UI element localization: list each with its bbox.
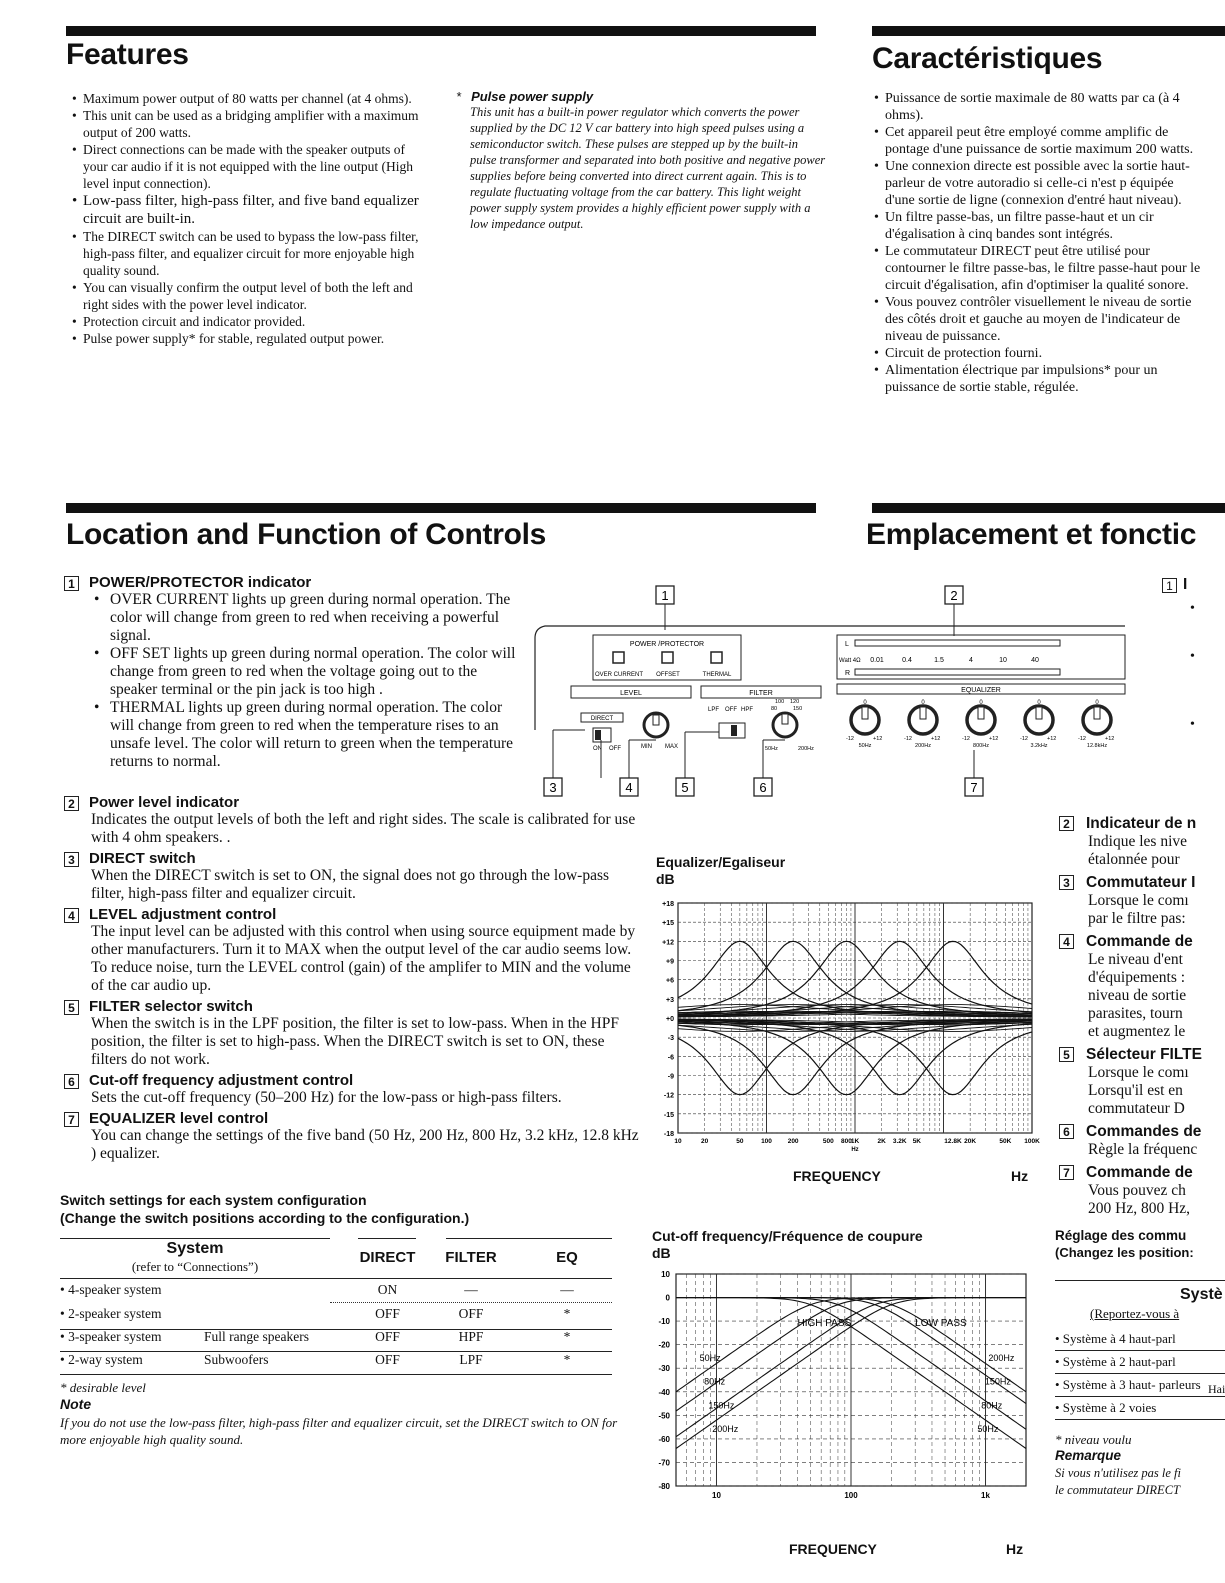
bullet: • THERMAL lights up green during normal operation. The color will change from green to red when the temperature rises to an unsafe level. The color will return to green when the temperature returns to normal.	[90, 699, 524, 771]
control-title: LEVEL adjustment control	[89, 906, 277, 923]
fr-control-item	[1059, 1123, 1225, 1159]
eq-band-label: 200Hz	[915, 743, 931, 749]
item-number: 2	[1059, 816, 1074, 831]
offset-label: OFFSET	[656, 672, 680, 678]
eq-zero-label: 0	[863, 700, 867, 706]
eq-knob-pointer	[978, 707, 984, 719]
feature-item: • You can visually confirm the output level of both the left and right sides with the power level indicator.	[70, 279, 430, 313]
table-row	[60, 1282, 612, 1304]
fr-control-line: Vous pouvez ch	[1088, 1182, 1186, 1199]
eq-x-tick: 3.2K	[892, 1138, 907, 1145]
item-number: 4	[1059, 934, 1074, 949]
item1-bullets	[90, 591, 524, 771]
svg-text:2: 2	[950, 588, 958, 603]
eq-x-tick: 500	[822, 1138, 834, 1145]
fr-control-line: Règle la fréquenc	[1088, 1141, 1198, 1158]
eq-y-tick: +0	[666, 1016, 674, 1023]
item-number: 5	[64, 1000, 79, 1015]
caracteristique-item: • Alimentation électrique par impulsions* pour un puissance de sortie stable, régulée.	[872, 362, 1202, 396]
bullet: • OFF SET lights up green during normal operation. The color will change from green to red when the voltage going out to the speaker terminal or the pin jack is too high .	[90, 645, 524, 699]
direct-label: DIRECT	[590, 716, 614, 722]
control-body: The input level can be adjusted with this control when using source equipment made by other manufacturers. Turn it to MAX when the output level of the car audio seems low. To reduce noise, turn the LEVEL control (gain) of the amplifer to MIN and the volume of the car audio up.	[91, 923, 636, 994]
callout-7	[965, 778, 983, 796]
fr-note-line-2: le commutateur DIRECT	[1055, 1483, 1180, 1497]
eq-y-tick: +15	[662, 920, 674, 928]
eq-x-tick: 2K	[877, 1138, 886, 1145]
table-row	[60, 1306, 612, 1328]
eq-knob-pointer	[1094, 707, 1100, 719]
feature-item: • Protection circuit and indicator provided.	[70, 313, 430, 330]
hp-cutoff-label: 150Hz	[708, 1400, 735, 1411]
eq-band-label: 50Hz	[858, 743, 872, 749]
power-protector-label: POWER /PROTECTOR	[629, 641, 705, 648]
pulse-power-box	[456, 89, 826, 232]
on-label: ON	[593, 746, 602, 752]
cutoff-knob[interactable]	[773, 713, 797, 737]
svg-text:40: 40	[1031, 657, 1039, 664]
fr-note-title: Remarque	[1055, 1448, 1122, 1463]
control-body: When the switch is in the LPF position, the filter is set to low-pass. When in the HPF position, the filter is set to high-pass. When the DIRECT switch is set to ON, these filters do not work.	[91, 1015, 619, 1068]
controls-title: Location and Function of Controls	[66, 518, 547, 551]
cut-y-tick: -80	[658, 1482, 670, 1491]
fr-control-line: et augmentez le	[1088, 1023, 1186, 1040]
fr-control-title: Sélecteur FILTE	[1086, 1046, 1202, 1063]
cut-y-tick: -10	[658, 1317, 670, 1327]
eq-x-tick: 12.8K	[944, 1138, 962, 1145]
control-title: POWER/PROTECTOR indicator	[89, 574, 312, 591]
thermal-label: THERMAL	[702, 672, 732, 678]
callout-5	[676, 778, 694, 796]
cut-x-tick: 10	[712, 1491, 721, 1500]
control-panel-diagram	[525, 580, 1145, 800]
fr-sys-row: • Système à 3 haut- parleurs	[1055, 1374, 1225, 1397]
svg-text:7: 7	[970, 780, 978, 795]
eq-xlabel: FREQUENCY	[793, 1168, 881, 1184]
watt-scale	[870, 657, 1039, 664]
eq-y-tick: +3	[666, 996, 674, 1004]
cut-y-tick: -30	[658, 1364, 670, 1374]
fr-sys-row: • Système à 4 haut-parl	[1055, 1328, 1225, 1351]
fr-control-line: 200 Hz, 800 Hz,	[1088, 1200, 1191, 1217]
eq-x-tick: 100K	[1024, 1138, 1040, 1145]
fr-control-item	[1059, 815, 1225, 869]
fr-sys-row: • Système à 2 voies	[1055, 1397, 1225, 1420]
eq-plus-label: +12	[989, 736, 999, 742]
fr-control-heading	[1059, 874, 1225, 892]
thermal-led	[711, 652, 722, 663]
fr-bullet-dots: • • •	[1190, 601, 1195, 732]
meter-left-label: L	[845, 641, 849, 648]
fr-control-title: Commutateur I	[1086, 874, 1196, 891]
svg-text:0.4: 0.4	[902, 657, 912, 664]
feature-item: • Direct connections can be made with the speaker outputs of your car audio if it is not equipped with the line output (High level input connection).	[70, 141, 430, 192]
svg-text:4: 4	[625, 780, 633, 795]
cut-chart-unit: dB	[652, 1245, 671, 1261]
fr-control-title: Commandes de	[1086, 1123, 1202, 1140]
cut-y-tick: -70	[658, 1458, 670, 1468]
control-item-6	[64, 1072, 639, 1107]
fr-control-line: Indique les nive	[1088, 833, 1188, 850]
features-rule	[66, 26, 816, 36]
cell-filter: HPF	[458, 1329, 484, 1344]
callout-3	[544, 778, 562, 796]
svg-text:150: 150	[793, 706, 803, 712]
cell-direct: OFF	[375, 1352, 400, 1367]
svg-text:0.01: 0.01	[870, 657, 884, 664]
th-system: System	[166, 1240, 224, 1257]
level-label: LEVEL	[620, 690, 642, 697]
controls-rule	[66, 503, 816, 513]
th-eq: EQ	[556, 1249, 578, 1266]
eq-plus-label: +12	[873, 736, 883, 742]
fr-control-heading	[1059, 1164, 1225, 1182]
fr-control-heading	[1059, 1123, 1225, 1141]
eq-x-tick: 200	[787, 1138, 799, 1145]
control-title: Cut-off frequency adjustment control	[89, 1072, 354, 1089]
min-label: MIN	[641, 744, 652, 750]
fr-control-heading	[1059, 1046, 1225, 1064]
eq-x-tick: 10	[674, 1138, 682, 1145]
eq-knob-pointer	[862, 707, 868, 719]
fr-table-top-rule	[1055, 1280, 1225, 1281]
eq-zero-label: 0	[1095, 700, 1099, 706]
cell-direct: OFF	[375, 1329, 400, 1344]
eq-minus-label: -12	[1020, 736, 1028, 742]
caracteristique-item: • Cet appareil peut être employé comme amplific de pontage d'une puissance de sortie maximum 200 watts.	[872, 124, 1202, 158]
feature-item: • Maximum power output of 80 watts per channel (at 4 ohms).	[70, 90, 430, 107]
eq-x-tick: 1K	[850, 1138, 860, 1145]
cut-y-tick: -50	[658, 1411, 670, 1421]
high-pass-label: HIGH PASS	[797, 1317, 852, 1329]
eq-x-tick: 100	[761, 1138, 772, 1145]
cut-xlabel: FREQUENCY	[789, 1541, 877, 1557]
eq-plus-label: +12	[1105, 736, 1115, 742]
fr-controls-list	[1059, 815, 1225, 1223]
caracteristique-item: • Circuit de protection fourni.	[872, 345, 1202, 362]
item-number: 5	[1059, 1047, 1074, 1062]
hpf-label: HPF	[741, 707, 753, 713]
off-label: OFF	[609, 746, 621, 752]
item-number: 4	[64, 908, 79, 923]
svg-text:1.5: 1.5	[934, 657, 944, 664]
eq-xunit: Hz	[1011, 1168, 1029, 1184]
control-body: You can change the settings of the five band (50 Hz, 200 Hz, 800 Hz, 3.2 kHz, 12.8 kHz ) equalizer.	[91, 1127, 639, 1162]
fr-sys-sub: (Reportez-vous à	[1090, 1306, 1180, 1321]
filter-label: FILTER	[749, 690, 773, 697]
cell-eq: *	[563, 1329, 571, 1344]
eq-x-tick: 5K	[912, 1138, 922, 1145]
svg-text:200Hz: 200Hz	[798, 746, 814, 752]
cell-filter: —	[464, 1282, 478, 1297]
eq-y-tick: +9	[666, 958, 674, 966]
item-number: 3	[1059, 875, 1074, 890]
switch-settings-subtitle: (Change the switch positions according to the configuration.)	[60, 1210, 470, 1226]
svg-text:5: 5	[681, 780, 689, 795]
control-title: DIRECT switch	[89, 850, 196, 867]
eq-chart-unit: dB	[656, 871, 675, 887]
caracteristiques-list	[872, 90, 1202, 396]
cutoff-chart	[648, 1264, 1038, 1504]
fr-control-line: Lorsque le comı	[1088, 1064, 1189, 1081]
eq-knob-pointer	[920, 707, 926, 719]
feature-item: • Low-pass filter, high-pass filter, and five band equalizer circuit are built-in.	[70, 192, 430, 228]
eq-minus-label: -12	[1078, 736, 1086, 742]
cut-y-tick: -60	[658, 1434, 670, 1444]
hp-cutoff-label: 80Hz	[704, 1376, 726, 1387]
item-number: 2	[64, 796, 79, 811]
fr-control-item	[1059, 1046, 1225, 1118]
max-label: MAX	[665, 744, 679, 750]
features-list	[70, 90, 430, 347]
eq-y-tick: -9	[667, 1073, 674, 1081]
fr-sys-row: • Système à 2 haut-parl	[1055, 1351, 1225, 1374]
meter-right-label: R	[845, 670, 851, 677]
item-number: 6	[64, 1074, 79, 1089]
switch-settings-title: Switch settings for each system configuration	[60, 1192, 367, 1208]
item-number: 7	[1059, 1165, 1074, 1180]
svg-text:120: 120	[790, 699, 800, 705]
fr-item-1	[1162, 576, 1187, 594]
feature-item: • The DIRECT switch can be used to bypass the low-pass filter, high-pass filter, and equalizer circuit for more enjoyable high quality sound.	[70, 228, 430, 279]
lp-cutoff-label: 50Hz	[977, 1423, 999, 1434]
svg-text:80: 80	[771, 706, 778, 712]
eq-chart-title: Equalizer/Egaliseur	[656, 854, 786, 870]
feature-item: • This unit can be used as a bridging amplifier with a maximum output of 200 watts.	[70, 107, 430, 141]
cell-system: • 4-speaker system	[60, 1282, 162, 1297]
cell-eq: *	[563, 1306, 571, 1321]
fr-control-heading	[1059, 815, 1225, 833]
eq-x-sub: Hz	[851, 1147, 859, 1153]
cell-eq: —	[560, 1282, 574, 1297]
eq-y-tick: -18	[663, 1131, 674, 1138]
th-direct: DIRECT	[359, 1249, 416, 1266]
svg-text:50Hz: 50Hz	[765, 746, 778, 752]
eq-zero-label: 0	[921, 700, 925, 706]
fr-control-title: Indicateur de n	[1086, 815, 1197, 832]
fr-control-line: Lorsqu'il est en	[1088, 1082, 1183, 1099]
item-number: 1	[1162, 578, 1177, 593]
cut-xunit: Hz	[1006, 1541, 1024, 1557]
fr-footnote: * niveau voulu	[1055, 1432, 1132, 1447]
cut-x-tick: 100	[844, 1491, 858, 1500]
table-row	[60, 1329, 612, 1351]
features-title: Features	[66, 38, 189, 71]
control-title: Power level indicator	[89, 794, 240, 811]
lp-cutoff-label: 150Hz	[984, 1376, 1011, 1387]
eq-y-tick: +6	[666, 977, 674, 985]
note-text: If you do not use the low-pass filter, high-pass filter and equalizer circuit, set the DIRECT switch to ON for more enjoyable high quality sound.	[60, 1415, 618, 1447]
cell-filter: LPF	[459, 1352, 483, 1367]
pulse-title: Pulse power supply	[471, 89, 594, 104]
lp-cutoff-label: 80Hz	[981, 1400, 1003, 1411]
control-item-2	[64, 794, 639, 847]
cut-y-tick: 0	[665, 1293, 670, 1303]
control-title: EQUALIZER level control	[89, 1110, 269, 1127]
fr-control-title: Commande de	[1086, 1164, 1193, 1181]
svg-text:100: 100	[775, 699, 785, 705]
fr-item-label: I	[1183, 576, 1188, 593]
eq-plus-label: +12	[931, 736, 941, 742]
cut-chart-title: Cut-off frequency/Fréquence de coupure	[652, 1228, 923, 1244]
svg-text:3: 3	[549, 780, 557, 795]
cell-sub: Full range speakers	[204, 1329, 309, 1344]
eq-x-tick: 20	[701, 1138, 709, 1145]
over-current-label: OVER CURRENT	[594, 672, 644, 678]
item-number: 3	[64, 852, 79, 867]
pulse-text: This unit has a built-in power regulator which converts the power supplied by the DC 12 V car battery into high speed pulses using a semiconductor switch. These pulses are stepped up by the built-in pulse transformer and separated into both positive and negative power supplies before being converted into direct current again. This is to regulate fluctuating voltage from the car battery. This light weight power supply system provides a highly efficient power supply with a low impedance output.	[470, 105, 826, 231]
caracteristique-item: • Puissance de sortie maximale de 80 watts par ca (à 4 ohms).	[872, 90, 1202, 124]
control-item-4	[64, 906, 639, 995]
control-item-3	[64, 850, 639, 903]
callout-6	[754, 778, 772, 796]
cut-y-tick: 10	[661, 1270, 670, 1279]
equalizer-label: EQUALIZER	[961, 687, 1001, 694]
fr-switch-title: Réglage des commu	[1055, 1228, 1187, 1243]
fr-control-line: étalonnée pour	[1088, 851, 1180, 868]
fr-sys-header: Systè	[1180, 1286, 1223, 1303]
fr-control-line: niveau de sortie	[1088, 987, 1187, 1004]
eq-x-tick: 800	[840, 1138, 852, 1145]
eq-knobs	[846, 700, 1114, 749]
control-item-7	[64, 1110, 639, 1163]
eq-minus-label: -12	[904, 736, 912, 742]
fr-control-line: d'équipements :	[1088, 969, 1186, 986]
pulse-marker: *	[456, 89, 462, 104]
fr-control-item	[1059, 1164, 1225, 1218]
low-pass-label: LOW PASS	[915, 1317, 967, 1329]
cell-system: • 3-speaker system	[60, 1329, 162, 1344]
cut-y-tick: -40	[658, 1387, 670, 1397]
lpf-label: LPF	[708, 707, 720, 713]
eq-y-tick: -6	[667, 1054, 674, 1062]
hp-cutoff-label: 200Hz	[712, 1423, 739, 1434]
control-title: FILTER selector switch	[89, 998, 253, 1015]
item-number: 7	[64, 1112, 79, 1127]
fr-sys-rows	[1055, 1328, 1225, 1420]
fr-control-line: Le niveau d'ent	[1088, 951, 1183, 968]
cell-direct: OFF	[375, 1306, 400, 1321]
fr-note-line-1: Si vous n'utilisez pas le fi	[1055, 1466, 1181, 1480]
over-current-led	[613, 652, 624, 663]
fr-control-line: Lorsque le comı	[1088, 892, 1189, 909]
eq-minus-label: -12	[846, 736, 854, 742]
fr-control-title: Commande de	[1086, 933, 1193, 950]
equalizer-chart	[650, 895, 1050, 1157]
eq-zero-label: 0	[979, 700, 983, 706]
fr-control-line: commutateur D	[1088, 1100, 1185, 1117]
fr-control-item	[1059, 874, 1225, 928]
filter-off-label: OFF	[725, 707, 737, 713]
control-item-5	[64, 998, 639, 1069]
cell-eq: *	[563, 1352, 571, 1367]
lp-cutoff-label: 200Hz	[988, 1353, 1015, 1364]
table-row	[60, 1352, 612, 1374]
eq-minus-label: -12	[962, 736, 970, 742]
offset-led	[662, 652, 673, 663]
cell-direct: ON	[377, 1282, 398, 1297]
eq-band-label: 3.2kHz	[1030, 743, 1048, 749]
eq-y-tick: +18	[662, 901, 674, 908]
control-body: Sets the cut-off frequency (50–200 Hz) for the low-pass or high-pass filters.	[91, 1089, 562, 1106]
control-items	[64, 794, 639, 1163]
eq-band-label: 12.8kHz	[1086, 743, 1108, 749]
caracteristiques-title: Caractéristiques	[872, 42, 1103, 75]
item-number: 1	[64, 576, 79, 591]
hp-cutoff-label: 50Hz	[699, 1353, 721, 1364]
caracteristique-item: • Une connexion directe est possible avec la sortie haut-parleur de votre autoradio si celle-ci n'est p équipée d'une sortie de ligne (connexion d'entré haut niveau).	[872, 158, 1202, 209]
cut-y-tick: -20	[658, 1340, 670, 1350]
eq-y-tick: -12	[663, 1092, 674, 1100]
fr-control-item	[1059, 933, 1225, 1041]
feature-item: • Pulse power supply* for stable, regulated output power.	[70, 330, 430, 347]
eq-y-tick: -3	[667, 1035, 674, 1043]
cut-x-tick: 1k	[981, 1491, 990, 1500]
bullet: • OVER CURRENT lights up green during normal operation. The color will change from green to red when receiving a powerful signal.	[90, 591, 524, 645]
fr-sys-sub-ha: Hai	[1208, 1382, 1225, 1396]
callout-4	[620, 778, 638, 796]
cell-system: • 2-way system	[60, 1352, 143, 1367]
eq-x-tick: 50K	[999, 1138, 1012, 1145]
cell-system: • 2-speaker system	[60, 1306, 162, 1321]
eq-x-tick: 20K	[964, 1138, 977, 1145]
eq-zero-label: 0	[1037, 700, 1041, 706]
caracteristique-item: • Vous pouvez contrôler visuellement le niveau de sortie des côtés droit et gauche au moyen de l'indicateur de niveau de puissance.	[872, 294, 1202, 345]
eq-y-tick: +12	[662, 939, 674, 947]
control-body: When the DIRECT switch is set to ON, the signal does not go through the low-pass filter, high-pass filter and equalizer circuit.	[91, 867, 610, 902]
callout-1	[656, 586, 674, 604]
eq-y-tick: -15	[663, 1111, 674, 1119]
fr-control-line: parasites, tourn	[1088, 1005, 1183, 1022]
svg-text:1: 1	[661, 588, 669, 603]
controls-fr-rule	[872, 503, 1225, 513]
table-footnote: * desirable level	[60, 1380, 146, 1395]
eq-band-label: 800Hz	[973, 743, 989, 749]
note-title: Note	[60, 1396, 92, 1412]
controls-fr-title: Emplacement et fonctic	[866, 518, 1197, 551]
control-body: Indicates the output levels of both the left and right sides. The scale is calibrated for use with 4 ohm speakers. .	[91, 811, 636, 846]
eq-knob-pointer	[1036, 707, 1042, 719]
caracteristiques-rule	[872, 26, 1225, 36]
cell-filter: OFF	[458, 1306, 484, 1321]
cell-sub: Subwoofers	[204, 1352, 269, 1367]
eq-x-tick: 50	[736, 1138, 744, 1145]
fr-switch-sub: (Changez les position:	[1055, 1245, 1194, 1260]
th-system-sub: (refer to “Connections”)	[131, 1259, 259, 1274]
caracteristique-item: • Un filtre passe-bas, un filtre passe-haut et un cir d'égalisation à cinq bandes sont intégrés.	[872, 209, 1202, 243]
th-filter: FILTER	[445, 1249, 497, 1266]
eq-plus-label: +12	[1047, 736, 1057, 742]
fr-control-line: par le filtre pas:	[1088, 910, 1186, 927]
control-item-1	[64, 574, 524, 771]
svg-text:4: 4	[969, 657, 973, 664]
level-knob[interactable]	[644, 713, 668, 737]
callout-2	[945, 586, 963, 604]
caracteristique-item: • Le commutateur DIRECT peut être utilisé pour contourner le filtre passe-bas, le filtre passe-haut pour le circuit d'égalisation, afin d'optimiser la qualité sonore.	[872, 243, 1202, 294]
svg-text:10: 10	[999, 657, 1007, 664]
watt-label: Watt 4Ω	[839, 658, 861, 664]
item-number: 6	[1059, 1124, 1074, 1139]
fr-control-heading	[1059, 933, 1225, 951]
svg-text:6: 6	[759, 780, 767, 795]
